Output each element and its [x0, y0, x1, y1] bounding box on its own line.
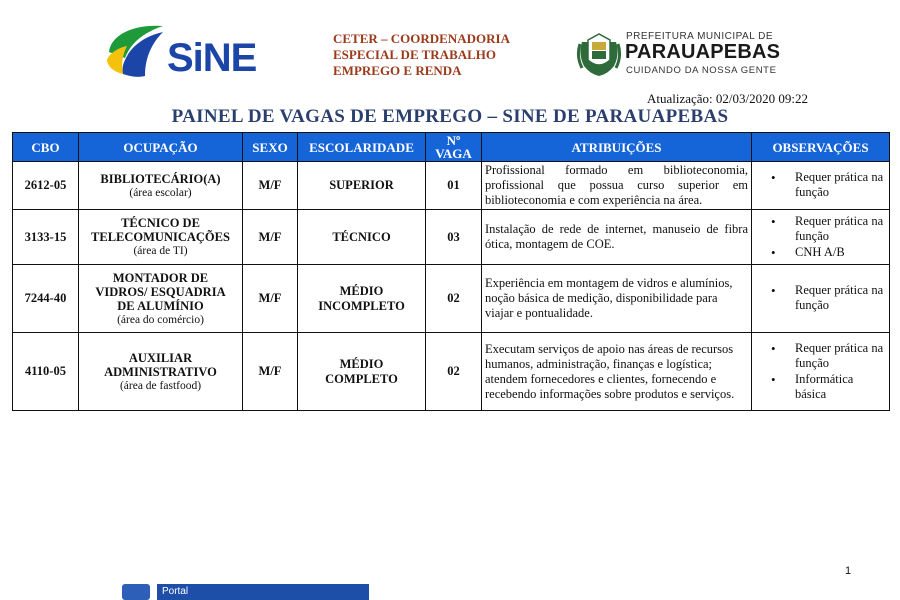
header-vaga-line1: Nº — [446, 133, 461, 148]
occupation-name: BIBLIOTECÁRIO(A) — [100, 171, 221, 186]
prefeitura-slogan: CUIDANDO DA NOSSA GENTE — [626, 65, 777, 76]
observation-item: • CNH A/B — [755, 245, 886, 260]
cell-ocupacao — [79, 333, 243, 411]
cell-vagas: 02 — [426, 333, 482, 411]
table-row — [13, 210, 890, 265]
escolaridade-line: INCOMPLETO — [318, 298, 405, 313]
observation-item: • Requer prática na função — [755, 214, 886, 244]
cell-escolaridade — [298, 162, 426, 210]
occupation-name-line: MONTADOR DE — [112, 270, 209, 285]
escolaridade-line: COMPLETO — [325, 371, 398, 386]
sine-flag-icon — [105, 24, 165, 80]
occupation-area: (área de fastfood) — [119, 379, 202, 392]
cell-vagas: 01 — [426, 162, 482, 210]
occupation-name-line: TELECOMUNICAÇÕES — [91, 230, 230, 244]
occupation-area: (área do comércio) — [117, 313, 204, 326]
crest-icon — [576, 30, 622, 78]
observation-item: • Informática básica — [755, 372, 886, 402]
header-atribuicoes: ATRIBUIÇÕES — [482, 133, 752, 162]
cell-escolaridade — [298, 210, 426, 265]
portal-label: Portal — [157, 584, 369, 600]
cell-escolaridade — [298, 265, 426, 333]
cell-observacoes — [752, 333, 890, 411]
table-row — [13, 333, 890, 411]
page-title: PAINEL DE VAGAS DE EMPREGO – SINE DE PARAUAPEBAS — [171, 106, 729, 127]
cell-sexo: M/F — [243, 210, 298, 265]
header-ocupacao: OCUPAÇÃO — [79, 133, 243, 162]
cell-cbo: 3133-15 — [13, 210, 79, 265]
escolaridade-line: SUPERIOR — [329, 178, 394, 192]
cell-atribuicoes: Profissional formado em biblioteconomia, profissional que possua curso superior em biblioteconomia e com experiência na área. — [482, 162, 752, 210]
prefeitura-top-text: PREFEITURA MUNICIPAL DE — [626, 31, 774, 42]
escolaridade-line: MÉDIO — [339, 283, 384, 298]
cell-ocupacao — [79, 162, 243, 210]
observation-item: • Requer prática na função — [755, 170, 886, 200]
cell-atribuicoes: Executam serviços de apoio nas áreas de recursos humanos, administração, finanças e logística; atendem fornecedores e clientes, fornecendo e recebendo informações sobre produtos e serviços. — [482, 333, 752, 411]
ceter-line-2: ESPECIAL DE TRABALHO — [333, 47, 497, 62]
prefeitura-city-name: PARAUAPEBAS — [625, 41, 781, 63]
occupation-area: (área de TI) — [133, 245, 188, 257]
cell-escolaridade — [298, 333, 426, 411]
ceter-heading — [333, 31, 533, 79]
header-observacoes: OBSERVAÇÕES — [752, 133, 890, 162]
cell-sexo: M/F — [243, 162, 298, 210]
table-row — [13, 162, 890, 210]
page-number: 1 — [845, 565, 852, 577]
occupation-area: (área escolar) — [129, 186, 192, 199]
occupation-name-line: AUXILIAR — [128, 350, 193, 365]
ceter-line-1: CETER – COORDENADORIA — [333, 31, 510, 46]
observation-item: • Requer prática na função — [755, 341, 886, 371]
cell-vagas: 02 — [426, 265, 482, 333]
table-row — [13, 265, 890, 333]
cell-sexo: M/F — [243, 333, 298, 411]
cell-ocupacao — [79, 210, 243, 265]
cell-observacoes — [752, 210, 890, 265]
ceter-line-3: EMPREGO E RENDA — [333, 63, 462, 78]
header-vaga — [426, 133, 482, 162]
portal-app-icon — [122, 584, 150, 600]
observation-item: • Requer prática na função — [755, 283, 886, 313]
cell-ocupacao — [79, 265, 243, 333]
jobs-table — [12, 132, 890, 411]
cell-cbo: 7244-40 — [13, 265, 79, 333]
cell-vagas: 03 — [426, 210, 482, 265]
header-escolaridade: ESCOLARIDADE — [298, 133, 426, 162]
cell-observacoes — [752, 265, 890, 333]
cell-cbo: 4110-05 — [13, 333, 79, 411]
escolaridade-line: TÉCNICO — [332, 229, 391, 244]
sine-wordmark: SiNE — [167, 36, 257, 80]
cell-atribuicoes: Experiência em montagem de vidros e alumínios, noção básica de medição, disponibilidade para viajar e pontualidade. — [482, 265, 752, 333]
escolaridade-line: MÉDIO — [339, 356, 384, 371]
occupation-name-line: TÉCNICO DE — [121, 216, 200, 230]
prefeitura-logo — [576, 30, 786, 80]
occupation-name-line: DE ALUMÍNIO — [117, 298, 204, 313]
sine-logo — [105, 24, 265, 82]
occupation-name-line: ADMINISTRATIVO — [104, 364, 217, 379]
update-timestamp: Atualização: 02/03/2020 09:22 — [646, 91, 808, 106]
table-header-row — [13, 133, 890, 162]
header-cbo: CBO — [13, 133, 79, 162]
header-sexo: SEXO — [243, 133, 298, 162]
cell-atribuicoes: Instalação de rede de internet, manuseio de fibra ótica, montagem de COE. — [482, 210, 752, 265]
occupation-name-line: VIDROS/ ESQUADRIA — [95, 284, 226, 299]
cell-observacoes — [752, 162, 890, 210]
cell-cbo: 2612-05 — [13, 162, 79, 210]
cell-sexo: M/F — [243, 265, 298, 333]
header-vaga-line2: VAGA — [435, 146, 472, 161]
